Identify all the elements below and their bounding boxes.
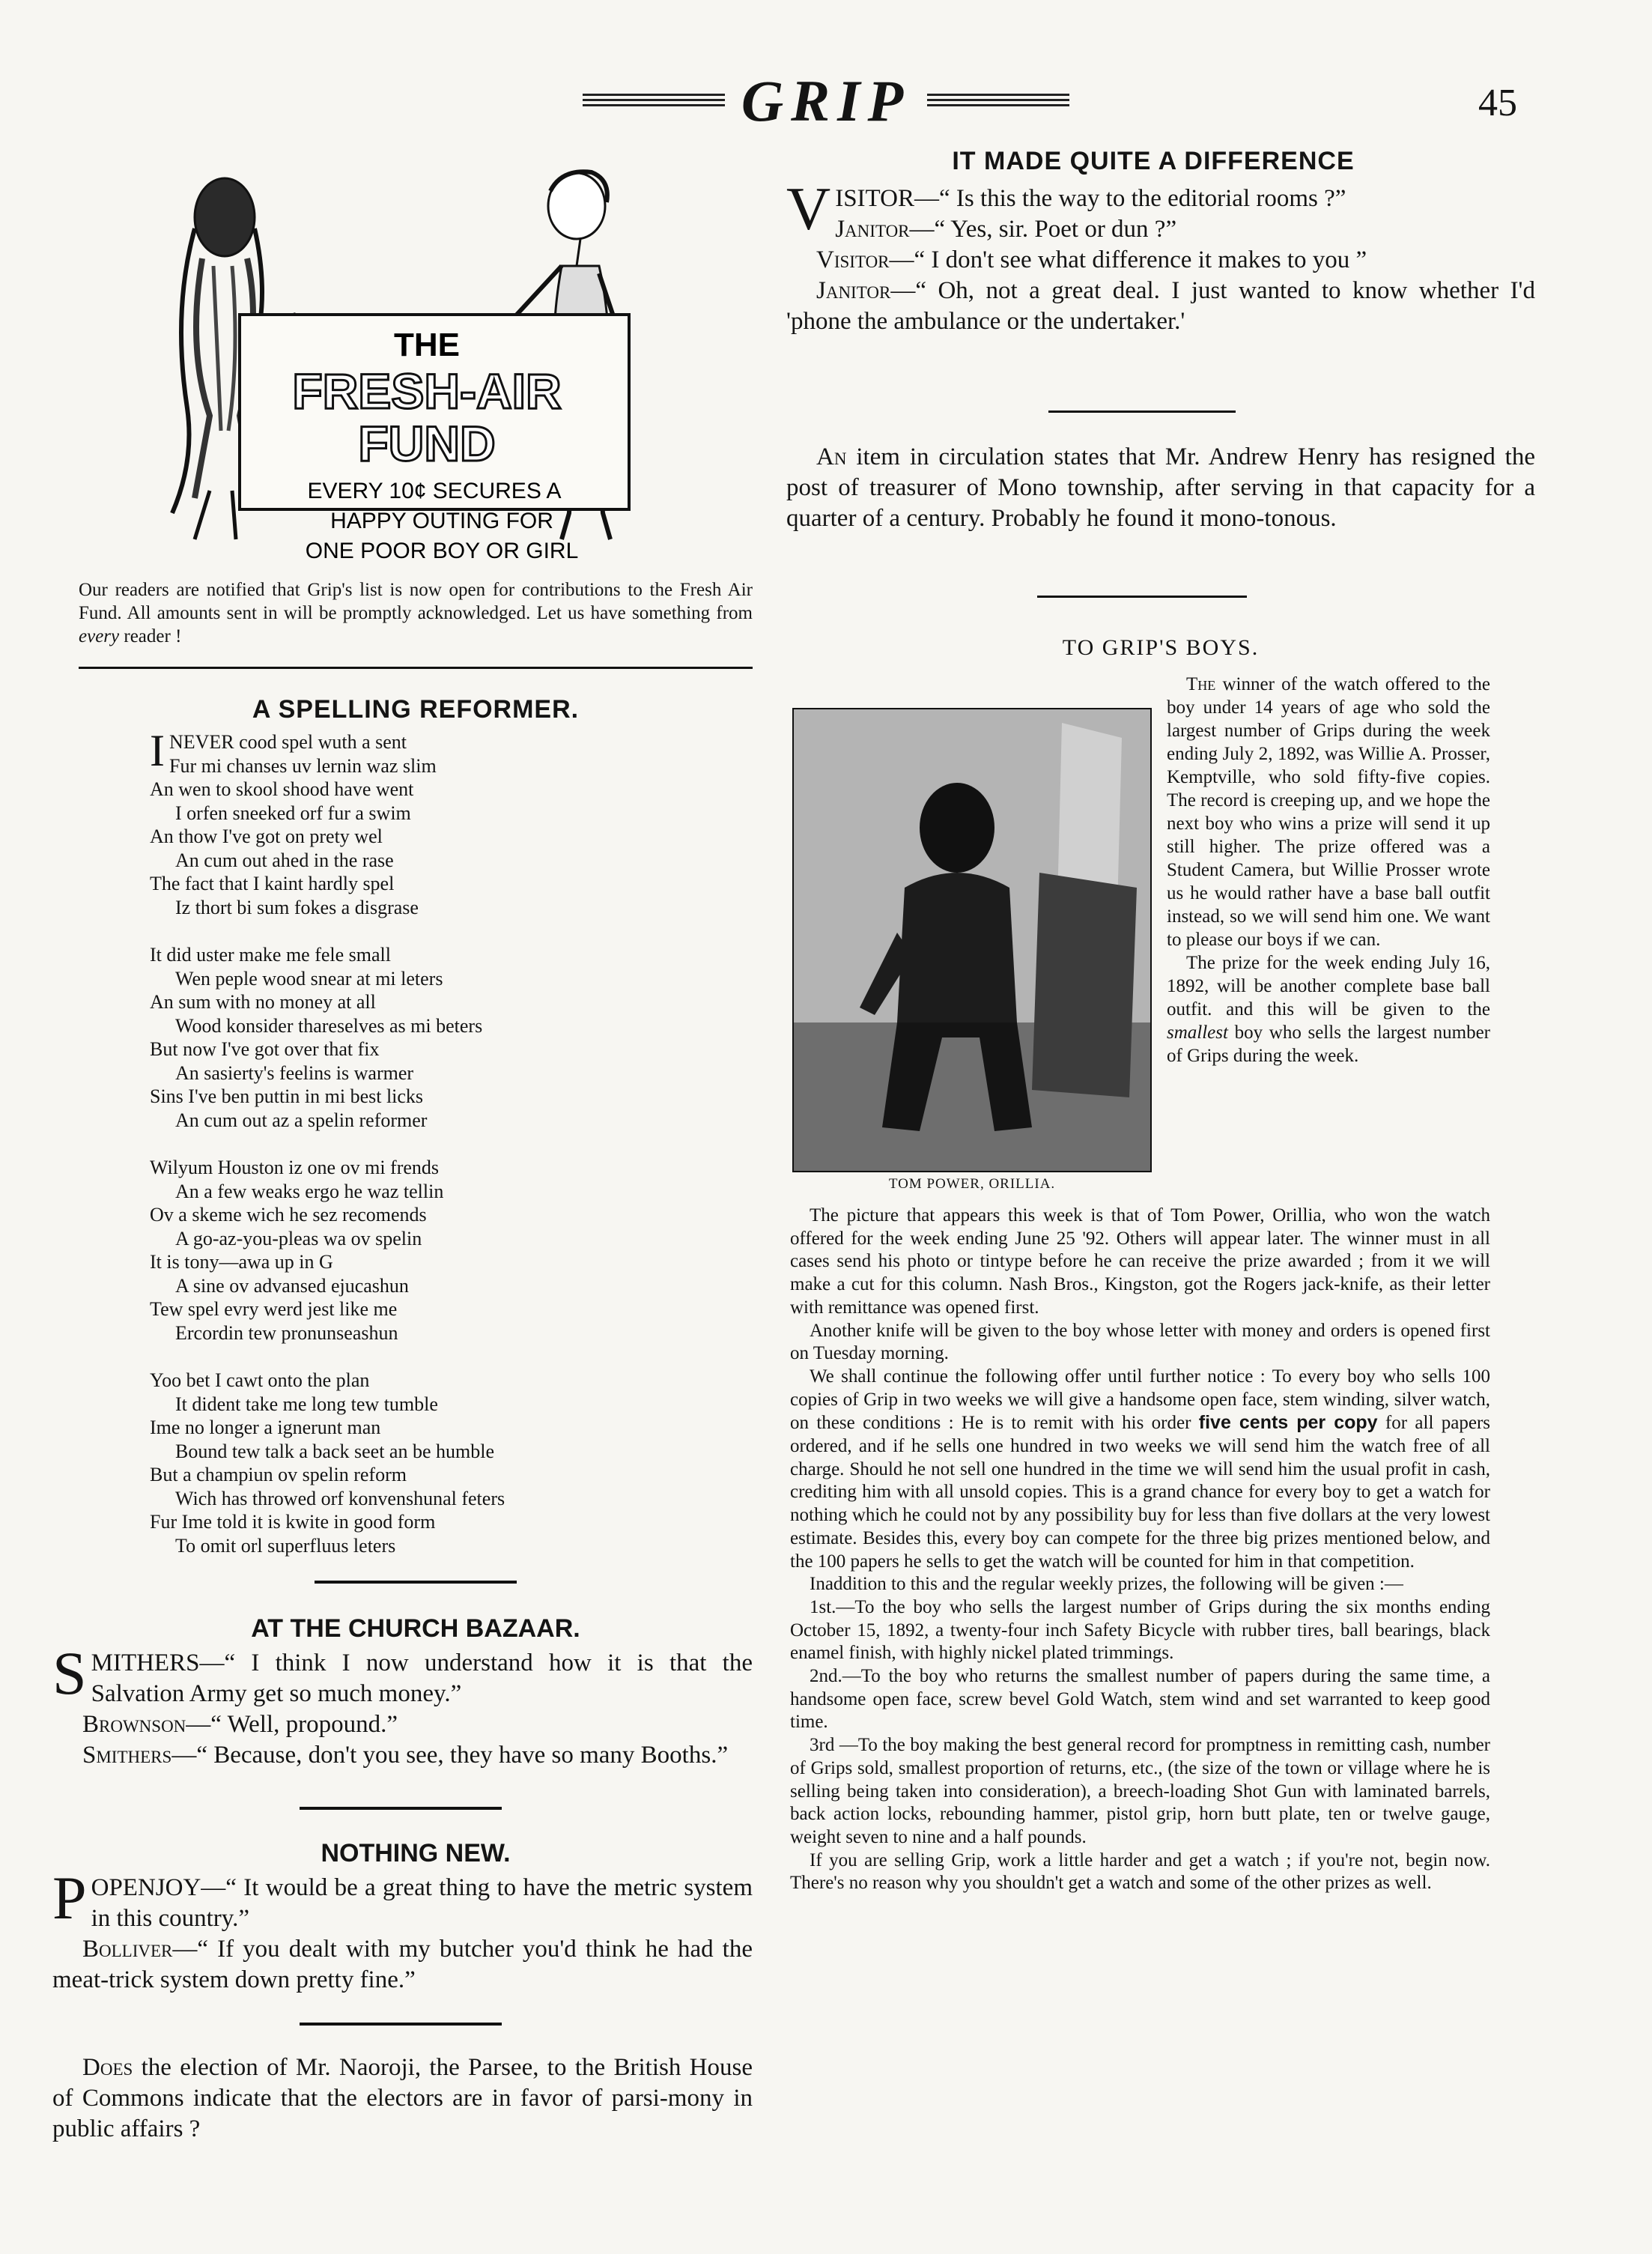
speaker-janitor: Janitor xyxy=(816,277,891,304)
banner-line2: FRESH-AIR xyxy=(292,363,562,419)
fresh-air-caption xyxy=(79,578,753,648)
poem-line: Tew spel evry werd jest like me xyxy=(150,1298,398,1320)
prize-first: 1st.—To the boy who sells the largest number of Grips during the six months ending October 15, 1892, a twenty-four inch Safety Bicycle with rubber tires, ball bearings, black enamel finish, with highly nickel plated trimmings. xyxy=(790,1596,1490,1664)
henry-item-paragraph xyxy=(786,442,1535,534)
poem-line: Ime no longer a ignerunt man xyxy=(150,1417,381,1438)
poem-line: Yoo bet I cawt onto the plan xyxy=(150,1369,370,1391)
poem-line: Fur Ime told it is kwite in good form xyxy=(150,1511,436,1533)
paragraph-text: The prize for the week ending July 16, 1892, will be another complete base ball outfit. and this will be given to the xyxy=(1167,953,1490,1020)
poem-line: NEVER cood spel wuth a sent xyxy=(168,731,407,753)
divider-rule xyxy=(315,1581,517,1584)
grips-boys-paragraph: Another knife will be given to the boy whose letter with money and orders is opened first on Tuesday morning. xyxy=(790,1320,1490,1364)
poem-drop-cap: I xyxy=(150,726,165,775)
henry-item-text: item in circulation states that Mr. Andrew Henry has resigned the post of treasurer of Mono township, after serving in that capacity for a quarter of a century. Probably he found it mono-tonous. xyxy=(786,443,1535,532)
spelling-reformer-title: A SPELLING REFORMER. xyxy=(252,695,580,724)
church-bazaar-dialogue xyxy=(52,1639,753,1771)
poem-line: An cum out az a spelin reformer xyxy=(175,1109,428,1131)
difference-title: IT MADE QUITE A DIFFERENCE xyxy=(952,147,1355,175)
paragraph-emphasis: smallest xyxy=(1167,1023,1228,1043)
slogan-line2: HAPPY OUTING FOR xyxy=(330,509,553,533)
dialogue-line: —“ Yes, sir. Poet or dun ?” xyxy=(909,216,1177,243)
poem-line: The fact that I kaint hardly spel xyxy=(150,873,395,894)
paragraph-lead: The xyxy=(1186,674,1216,694)
poem-line: Wen peple wood snear at mi leters xyxy=(175,967,443,990)
nothing-new-drop-cap: P xyxy=(52,1864,87,1932)
slogan-line3: ONE POOR BOY OR GIRL xyxy=(305,539,579,563)
poem-line: Bound tew talk a back seet an be humble xyxy=(175,1440,494,1462)
poem-line: It dident take me long tew tumble xyxy=(175,1393,438,1415)
poem-line: Ov a skeme wich he sez recomends xyxy=(150,1204,427,1226)
poem-line: An thow I've got on prety wel xyxy=(150,825,383,847)
paragraph-text: for all papers ordered, and if he sells one hundred in two weeks we will send him the watch free of all charge. Should he not sell one hundred in the time we will send him the usual profit in cash, crediting him with all unsold copies. This is a grand chance for every boy to get a watch for nothing which he could not by any possibility buy for less than five dollars at the very lowest estimate. Besides this, every boy can compete for the three big prizes mentioned below, and the 100 papers he sells to get the watch will be counted for him in that competition. xyxy=(790,1413,1491,1572)
naoroji-text: the election of Mr. Naoroji, the Parsee, to the British House of Commons indicate that the electors are in favor of parsi-mony in public affairs ? xyxy=(52,2054,753,2142)
grips-boys-paragraph xyxy=(790,1366,1490,1573)
prize-second: 2nd.—To the boy who returns the smallest number of papers during the same time, a handsome open face, screw bevel Gold Watch, stem wind and set warranted to keep good time. xyxy=(790,1666,1490,1733)
paragraph-text: winner of the watch offered to the boy under 14 years of age who sold the largest number of Grips during the week ending July 2, 1892, was Willie A. Prosser, Kemptville, who sold fifty-five copies. The record is creeping up, and we hope the next boy who wins a prize will send it up still higher. The prize offered was a Student Camera, but Willie Prosser wrote us he would rather have a base ball outfit instead, so we will send him one. We want to please our boys if we can. xyxy=(1167,674,1490,950)
poem-line: An cum out ahed in the rase xyxy=(175,849,394,871)
poem-line: An sasierty's feelins is warmer xyxy=(175,1061,414,1084)
church-bazaar-title: AT THE CHURCH BAZAAR. xyxy=(251,1614,580,1643)
dialogue-line: —“ Because, don't you see, they have so many Booths.” xyxy=(171,1742,729,1769)
divider-rule xyxy=(79,667,753,669)
naoroji-lead: Does xyxy=(82,2054,133,2081)
speaker-visitor: Visitor xyxy=(816,246,890,273)
paragraph-bold: five cents per copy xyxy=(1198,1412,1378,1434)
dialogue-line: —“ If you dealt with my butcher you'd think he had the meat-trick system down pretty fine.” xyxy=(52,1936,753,1993)
tom-power-photo xyxy=(792,708,1152,1172)
grips-boys-paragraph: If you are selling Grip, work a little harder and get a watch ; if you're not, begin now. There's no reason why you shouldn't get a watch and some of the other prizes as well. xyxy=(790,1849,1490,1894)
naoroji-paragraph xyxy=(52,2052,753,2145)
nothing-new-title: NOTHING NEW. xyxy=(321,1839,511,1867)
poem-line: Fur mi chanses uv lernin waz slim xyxy=(168,754,437,777)
speaker-bolliver: Bolliver xyxy=(82,1936,173,1963)
caption-text-a: Our readers are notified that Grip's list is now open for contributions to the Fresh Air Fund. All amounts sent in will be promptly acknowledged. Let us have something from xyxy=(79,580,753,623)
banner-line1: THE xyxy=(394,327,460,363)
photo-caption: TOM POWER, ORILLIA. xyxy=(888,1176,1056,1192)
prize-third: 3rd —To the boy making the best general record for promptness in remitting cash, number of Grips sold, smallest proportion of returns, etc., (the size of the town or village where he is selling being taken into consideration), a breech-loading Shot Gun with laminated barrels, back action locks, rebounding hammer, pistol grip, horn butt plate, ten or twelve gauge, weight seven to nine and a half pounds. xyxy=(790,1735,1490,1847)
dialogue-line: —“ It would be a great thing to have the metric system in this country.” xyxy=(91,1874,753,1932)
masthead-title: GRIP xyxy=(741,68,911,133)
caption-text-b: reader ! xyxy=(119,626,182,646)
dialogue-line: —“ Is this the way to the editorial rooms ?” xyxy=(914,185,1346,212)
speaker-popenjoy: OPENJOY xyxy=(91,1874,201,1901)
dialogue-line: —“ Well, propound.” xyxy=(186,1711,398,1738)
nothing-new-dialogue xyxy=(52,1864,753,1996)
dialogue-line: —“ I think I now understand how it is that the Salvation Army get so much money.” xyxy=(91,1649,753,1707)
paragraph-text: boy who sells the largest number of Grips during the week. xyxy=(1167,1023,1490,1066)
difference-drop-cap: V xyxy=(786,175,831,243)
poem-line: An sum with no money at all xyxy=(150,991,376,1013)
poem-line: Sins I've ben puttin in mi best licks xyxy=(150,1085,424,1107)
poem-line: I orfen sneeked orf fur a swim xyxy=(175,802,411,824)
speaker-janitor: Janitor xyxy=(835,216,910,243)
banner-line3: FUND xyxy=(358,416,496,471)
masthead-rule-right xyxy=(927,94,1069,109)
poem-line: Iz thort bi sum fokes a disgrase xyxy=(175,896,419,918)
grips-boys-paragraph xyxy=(1167,673,1490,951)
henry-item-lead: An xyxy=(816,443,847,470)
grips-boys-title: TO GRIP'S BOYS. xyxy=(1062,635,1260,660)
speaker-smithers: Smithers xyxy=(82,1742,172,1769)
grips-boys-paragraph xyxy=(1167,951,1490,1067)
masthead-rule-left xyxy=(583,94,725,109)
poem-line: It did uster make me fele small xyxy=(150,944,392,966)
poem-line: To omit orl superfluus leters xyxy=(175,1534,396,1557)
poem-line: Wilyum Houston iz one ov mi frends xyxy=(150,1157,440,1178)
grips-boys-body xyxy=(790,1205,1490,1895)
grips-boys-intro xyxy=(1167,673,1490,1067)
grips-boys-paragraph: Inaddition to this and the regular weekly prizes, the following will be given :— xyxy=(810,1574,1403,1595)
masthead xyxy=(0,67,1652,142)
spelling-reformer-poem xyxy=(150,726,749,1557)
poem-line: An wen to skool shood have went xyxy=(150,778,414,800)
poem-line: A sine ov advansed ejucashun xyxy=(175,1274,409,1297)
bazaar-drop-cap: S xyxy=(52,1639,87,1707)
speaker-brownson: Brownson xyxy=(82,1711,186,1738)
dialogue-line: —“ I don't see what difference it makes to you ” xyxy=(889,246,1367,273)
dialogue-line: —“ Oh, not a great deal. I just wanted to know whether I'd 'phone the ambulance or the undertaker.' xyxy=(786,277,1535,335)
divider-rule xyxy=(1048,410,1236,413)
poem-line: Wich has throwed orf konvenshunal feters xyxy=(175,1487,505,1509)
poem-line: Ercordin tew pronunseashun xyxy=(175,1321,398,1344)
divider-rule xyxy=(1037,596,1247,598)
poem-line: It is tony—awa up in G xyxy=(150,1251,333,1273)
page-number: 45 xyxy=(1478,82,1517,124)
caption-emphasis: every xyxy=(79,626,120,646)
poem-line: A go-az-you-pleas wa ov spelin xyxy=(175,1227,422,1249)
fresh-air-fund-illustration xyxy=(142,161,771,569)
poem-line: An a few weaks ergo he waz tellin xyxy=(175,1180,444,1202)
poem-line: But now I've got over that fix xyxy=(150,1038,380,1060)
difference-dialogue xyxy=(786,175,1535,337)
poem-line: Wood konsider thareselves as mi beters xyxy=(175,1014,483,1037)
divider-rule xyxy=(300,2023,502,2026)
paragraph-text: We shall continue the following offer until further notice : To every boy who sells 100 copies of Grip in two weeks we will give a handsome open face, stem winding, silver watch, on these conditions : He is to remit with his order xyxy=(790,1366,1490,1434)
slogan-line1: EVERY 10¢ SECURES A xyxy=(307,479,562,503)
speaker-visitor: ISITOR xyxy=(835,185,914,212)
divider-rule xyxy=(300,1807,502,1810)
speaker-smithers: MITHERS xyxy=(91,1649,200,1676)
poem-line: But a champiun ov spelin reform xyxy=(150,1464,407,1485)
grips-boys-paragraph: The picture that appears this week is that of Tom Power, Orillia, who won the watch offered for the week ending June 25 '92. Others will appear later. The winner must in all cases send his photo or tintype before he can receive the prize awarded ; from it we will make a cut for this column. Nash Bros., Kingston, got the Rogers jack-knife, as their letter with remittance was opened first. xyxy=(790,1205,1490,1318)
